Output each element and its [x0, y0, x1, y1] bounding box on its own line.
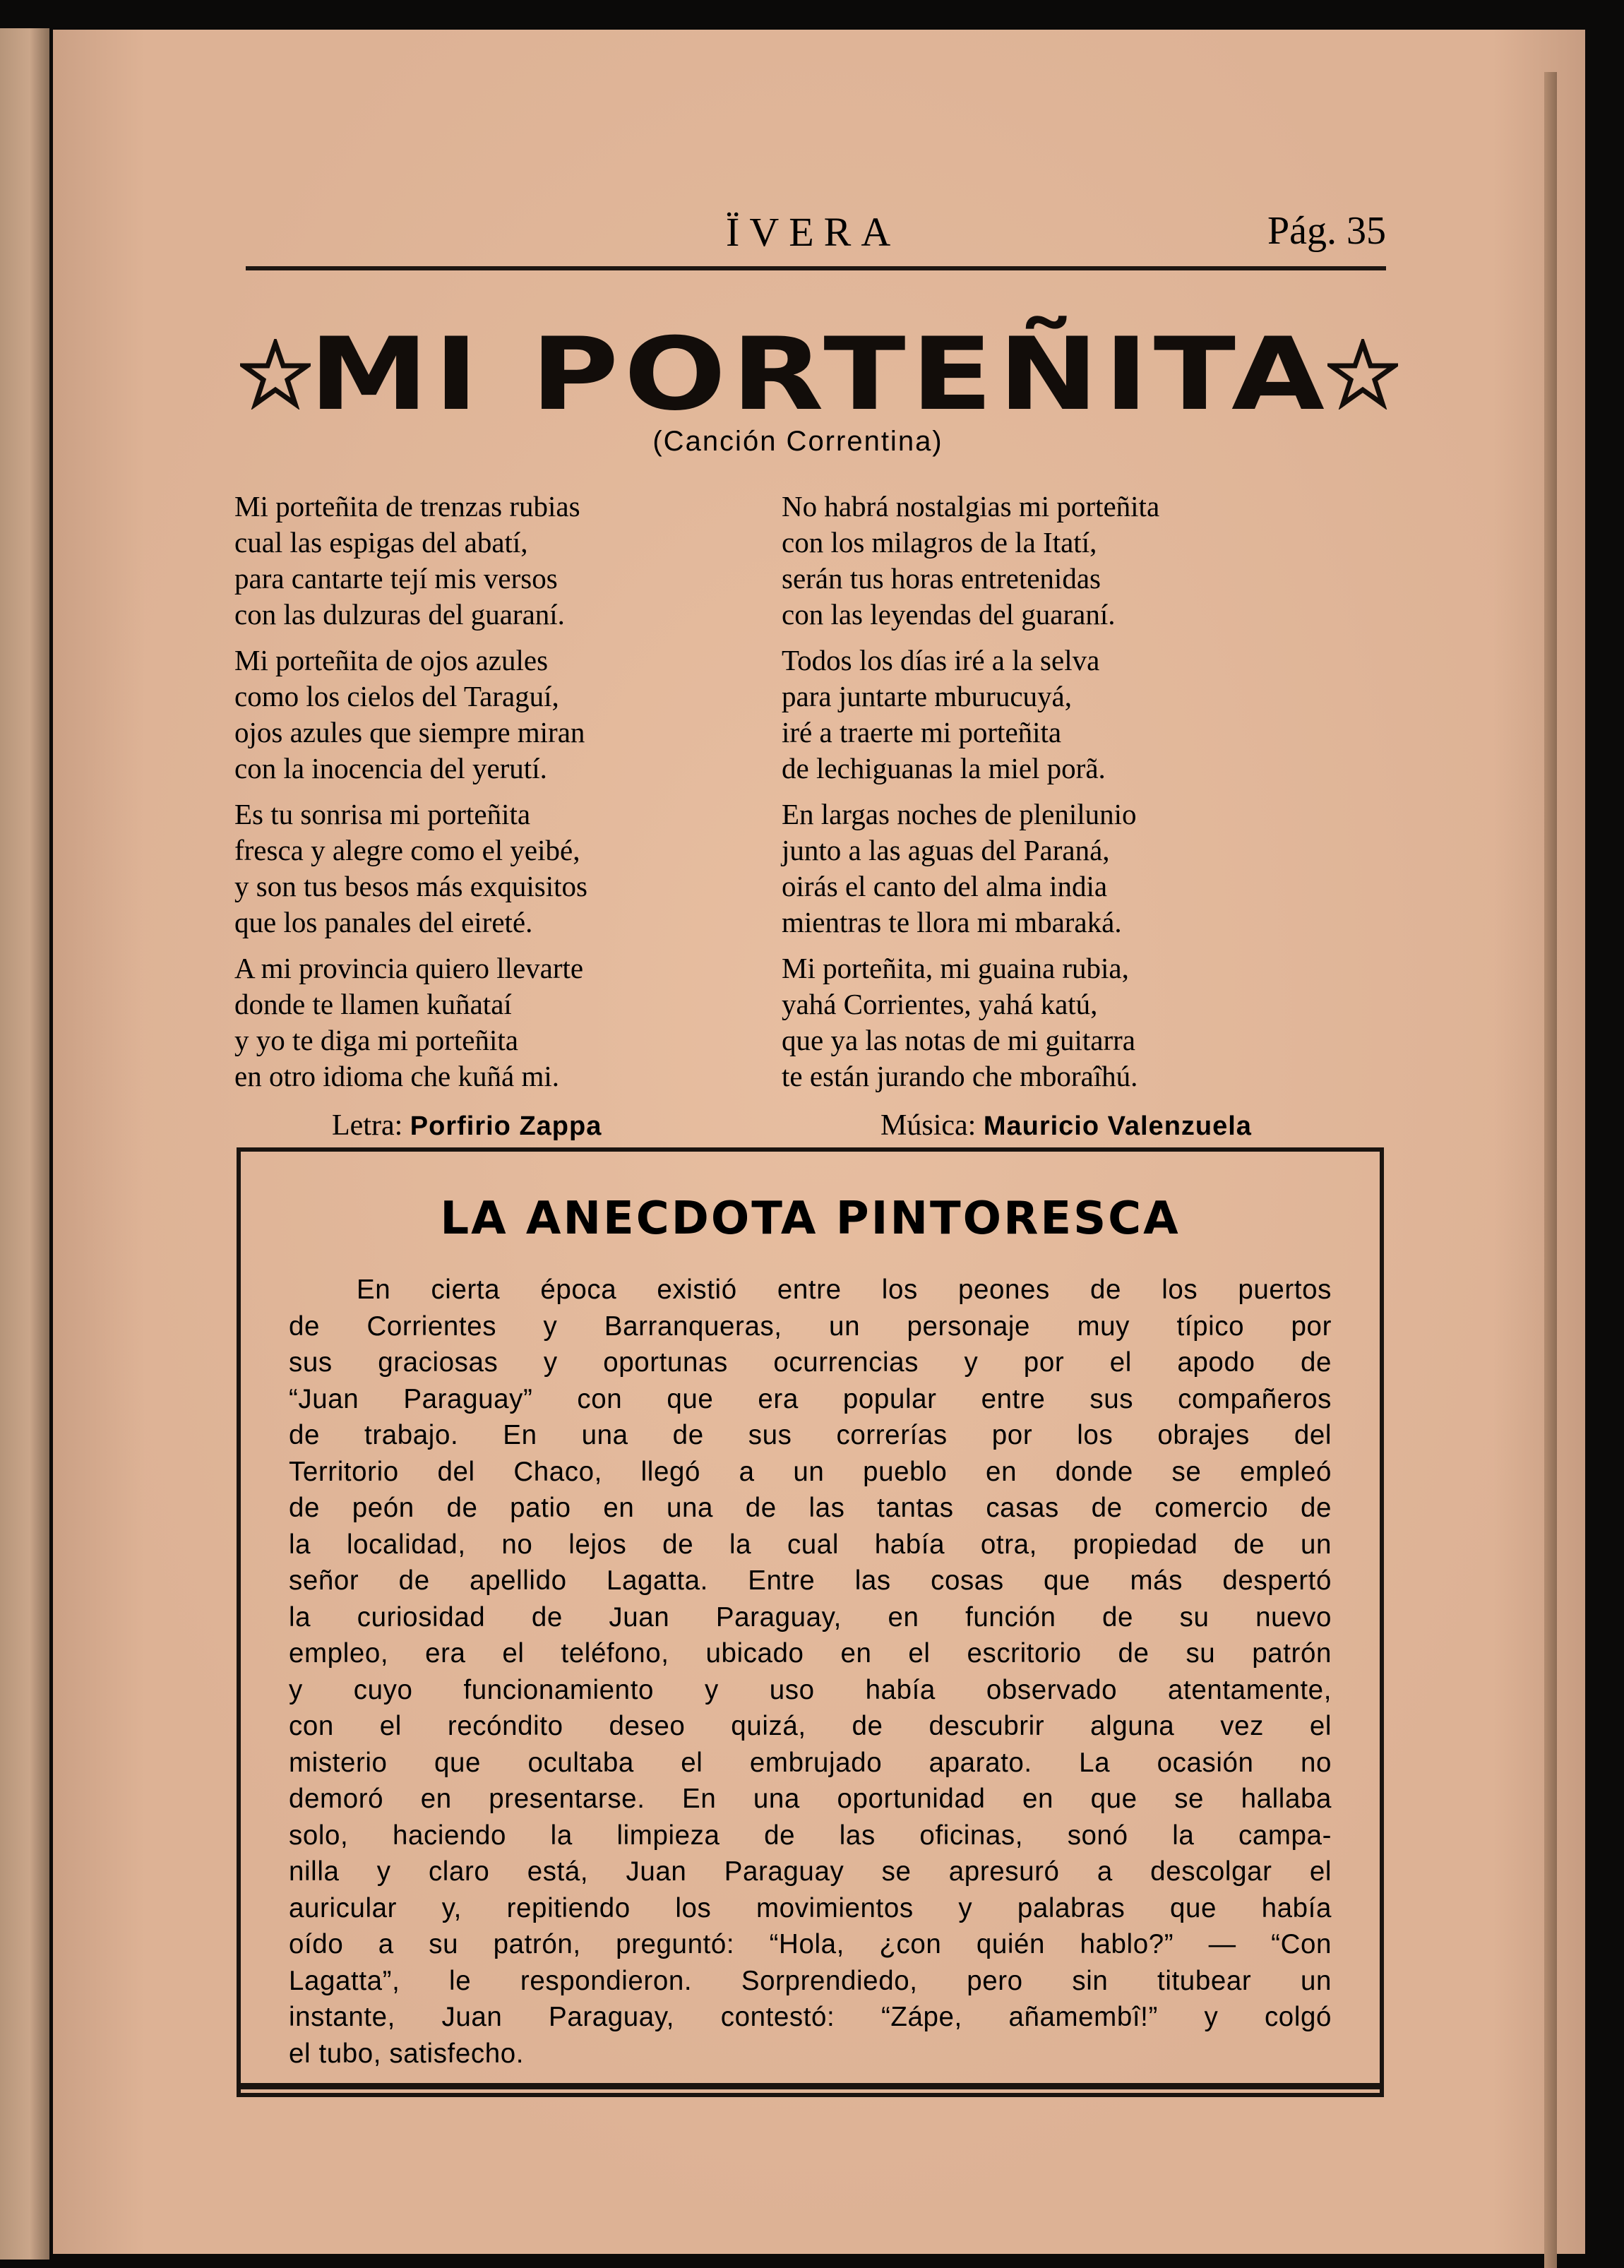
- lyric-line: de lechiguanas la miel porã.: [782, 752, 1106, 784]
- anecdote-line: auricular y, repitiendo los movimientos y palabras que había: [289, 1892, 1332, 1923]
- anecdote-line: nilla y claro está, Juan Paraguay se apresuró a descolgar el: [289, 1856, 1332, 1887]
- stanza: [234, 950, 785, 1094]
- stanza: [782, 489, 1403, 633]
- anecdote-line: y cuyo funcionamiento y uso había observado atentamente,: [289, 1674, 1332, 1705]
- anecdote-line: “Juan Paraguay” con que era popular entre sus compañeros: [289, 1383, 1332, 1414]
- anecdote-body: [289, 1272, 1332, 2072]
- lyrics-right-column: [782, 489, 1403, 1104]
- header-rule: [246, 266, 1386, 270]
- anecdote-line: de Corrientes y Barranqueras, un personaje muy típico por: [289, 1311, 1332, 1342]
- running-title: ÏVERA: [726, 209, 901, 255]
- lyric-line: y yo te diga mi porteñita: [234, 1024, 518, 1056]
- lyric-line: serán tus horas entretenidas: [782, 562, 1101, 595]
- page-header: [246, 208, 1386, 272]
- lyric-line: para juntarte mburucuyá,: [782, 680, 1072, 712]
- lyric-line: cual las espigas del abatí,: [234, 526, 528, 559]
- anecdote-line: de trabajo. En una de sus correrías por los obrajes del: [289, 1420, 1332, 1450]
- anecdote-line: En cierta época existió entre los peones de los puertos: [357, 1275, 1332, 1305]
- lyric-line: te están jurando che mboraîhú.: [782, 1060, 1138, 1092]
- lyric-line: Es tu sonrisa mi porteñita: [234, 798, 531, 830]
- anecdote-line: empleo, era el teléfono, ubicado en el escritorio de su patrón: [289, 1638, 1332, 1669]
- anecdote-line: señor de apellido Lagatta. Entre las cosas que más despertó: [289, 1565, 1332, 1596]
- music-label: Música:: [880, 1109, 977, 1142]
- lyric-line: A mi provincia quiero llevarte: [234, 952, 584, 984]
- anecdote-title: LA ANECDOTA PINTORESCA: [440, 1193, 1181, 1245]
- lyric-line: Todos los días iré a la selva: [782, 644, 1100, 676]
- lyricist-name: Porfirio Zappa: [410, 1111, 602, 1141]
- anecdote-line: Lagatta”, le respondieron. Sorprendiedo, pero sin titubear un: [289, 1965, 1332, 1996]
- lyric-line: En largas noches de plenilunio: [782, 798, 1137, 830]
- lyric-line: en otro idioma che kuñá mi.: [234, 1060, 559, 1092]
- anecdote-box: [237, 1147, 1384, 2097]
- lyric-line: mientras te llora mi mbaraká.: [782, 906, 1122, 938]
- song-subtitle: (Canción Correntina): [652, 426, 943, 457]
- composer-credit: [880, 1109, 1252, 1142]
- stanza: [234, 489, 785, 633]
- song-title-row: [240, 316, 1398, 433]
- adjacent-page-edge: [0, 28, 49, 2260]
- stanza: [782, 950, 1403, 1094]
- composer-name: Mauricio Valenzuela: [983, 1111, 1252, 1141]
- lyrics-label: Letra:: [332, 1109, 403, 1142]
- stanza: [234, 796, 785, 941]
- star-icon: [1327, 339, 1398, 410]
- anecdote-line: la localidad, no lejos de la cual había otra, propiedad de un: [289, 1529, 1332, 1560]
- anecdote-line: solo, haciendo la limpieza de las oficinas, sonó la campa-: [289, 1820, 1332, 1851]
- lyric-line: con las dulzuras del guaraní.: [234, 598, 565, 631]
- anecdote-line: Territorio del Chaco, llegó a un pueblo en donde se empleó: [289, 1456, 1332, 1487]
- anecdote-line: instante, Juan Paraguay, contestó: “Zápe, añamembî!” y colgó: [289, 2002, 1332, 2032]
- anecdote-line: demoró en presentarse. En una oportunidad en que se hallaba: [289, 1784, 1332, 1814]
- lyric-line: que ya las notas de mi guitarra: [782, 1024, 1135, 1056]
- lyric-line: con la inocencia del yerutí.: [234, 752, 547, 784]
- page-stack-edge: [1544, 72, 1557, 2268]
- stanza: [234, 643, 785, 787]
- lyric-line: fresca y alegre como el yeibé,: [234, 834, 580, 866]
- lyric-line: que los panales del eireté.: [234, 906, 533, 938]
- lyric-line: como los cielos del Taraguí,: [234, 680, 559, 712]
- lyric-line: yahá Corrientes, yahá katú,: [782, 988, 1098, 1020]
- anecdote-line: la curiosidad de Juan Paraguay, en función de su nuevo: [289, 1601, 1332, 1633]
- anecdote-line: con el recóndito deseo quizá, de descubrir alguna vez el: [289, 1711, 1332, 1741]
- bottom-rule: [237, 2083, 1384, 2089]
- lyric-line: donde te llamen kuñataí: [234, 988, 512, 1020]
- lyric-line: junto a las aguas del Paraná,: [782, 834, 1110, 866]
- lyric-line: iré a traerte mi porteñita: [782, 716, 1062, 748]
- lyric-line: oirás el canto del alma india: [782, 870, 1108, 902]
- anecdote-line: sus graciosas y oportunas ocurrencias y por el apodo de: [289, 1347, 1332, 1378]
- lyric-line: con las leyendas del guaraní.: [782, 598, 1116, 631]
- lyric-line: y son tus besos más exquisitos: [234, 870, 587, 902]
- anecdote-line: misterio que ocultaba el embrujado aparato. La ocasión no: [289, 1747, 1332, 1778]
- page-number: Pág. 35: [1267, 209, 1386, 253]
- stanza: [782, 796, 1403, 941]
- lyric-line: ojos azules que siempre miran: [234, 716, 585, 748]
- lyric-line: Mi porteñita de ojos azules: [234, 644, 549, 676]
- lyric-line: No habrá nostalgias mi porteñita: [782, 490, 1160, 523]
- star-icon: [240, 339, 311, 410]
- lyrics-left-column: [234, 489, 785, 1104]
- lyric-line: Mi porteñita, mi guaina rubia,: [782, 952, 1129, 984]
- lyric-line: para cantarte tejí mis versos: [234, 562, 558, 595]
- anecdote-line: de peón de patio en una de las tantas casas de comercio de: [289, 1493, 1332, 1523]
- stanza: [782, 643, 1403, 787]
- anecdote-line: el tubo, satisfecho.: [289, 2038, 525, 2069]
- lyricist-credit: [332, 1109, 602, 1142]
- song-title: MI PORTEÑITA: [309, 316, 1330, 433]
- anecdote-line: oído a su patrón, preguntó: “Hola, ¿con quién hablo?” — “Con: [289, 1929, 1332, 1959]
- lyric-line: con los milagros de la Itatí,: [782, 526, 1097, 559]
- lyric-line: Mi porteñita de trenzas rubias: [234, 490, 580, 523]
